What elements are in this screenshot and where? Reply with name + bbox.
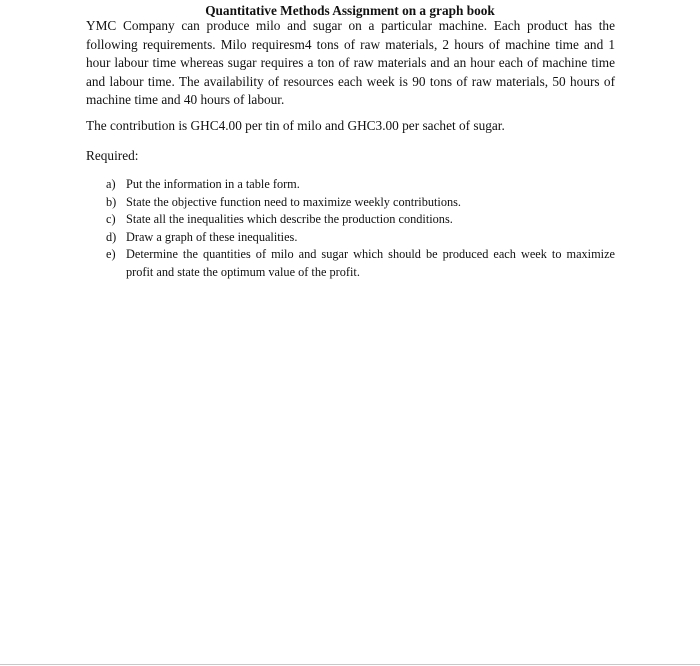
required-label: Required: <box>86 148 139 163</box>
task-text: State all the inequalities which describe the production conditions. <box>126 212 453 226</box>
task-text: State the objective function need to maximize weekly contributions. <box>126 194 461 209</box>
task-letter: d) <box>106 229 117 244</box>
task-item-a <box>106 176 615 194</box>
task-item-e <box>106 246 615 281</box>
contribution-paragraph: The contribution is GHC4.00 per tin of milo and GHC3.00 per sachet of sugar. <box>86 118 505 133</box>
task-item-b <box>106 194 615 212</box>
task-text: Determine the quantities of milo and sugar which should be produced each week to maximize profit and state the optimum value of the profit. <box>126 247 615 279</box>
task-item-c <box>106 211 615 229</box>
bottom-divider <box>0 664 700 665</box>
task-letter: c) <box>106 212 116 226</box>
task-letter: e) <box>106 247 116 261</box>
document-title: Quantitative Methods Assignment on a graph book <box>205 3 495 18</box>
task-list <box>106 176 615 281</box>
task-letter: a) <box>106 177 116 191</box>
intro-paragraph: YMC Company can produce milo and sugar on a particular machine. Each product has the following requirements. Milo requiresm4 tons of raw materials, 2 hours of machine time and 1 hour labour time whereas sugar requires a ton of raw materials and an hour each of machine time and labour time. The availability of resources each week is 90 tons of raw materials, 50 hours of machine time and 40 hours of labour. <box>86 18 615 108</box>
task-text: Draw a graph of these inequalities. <box>126 229 298 244</box>
task-text: Put the information in a table form. <box>126 177 300 191</box>
task-item-d <box>106 229 615 247</box>
task-letter: b) <box>106 194 117 209</box>
